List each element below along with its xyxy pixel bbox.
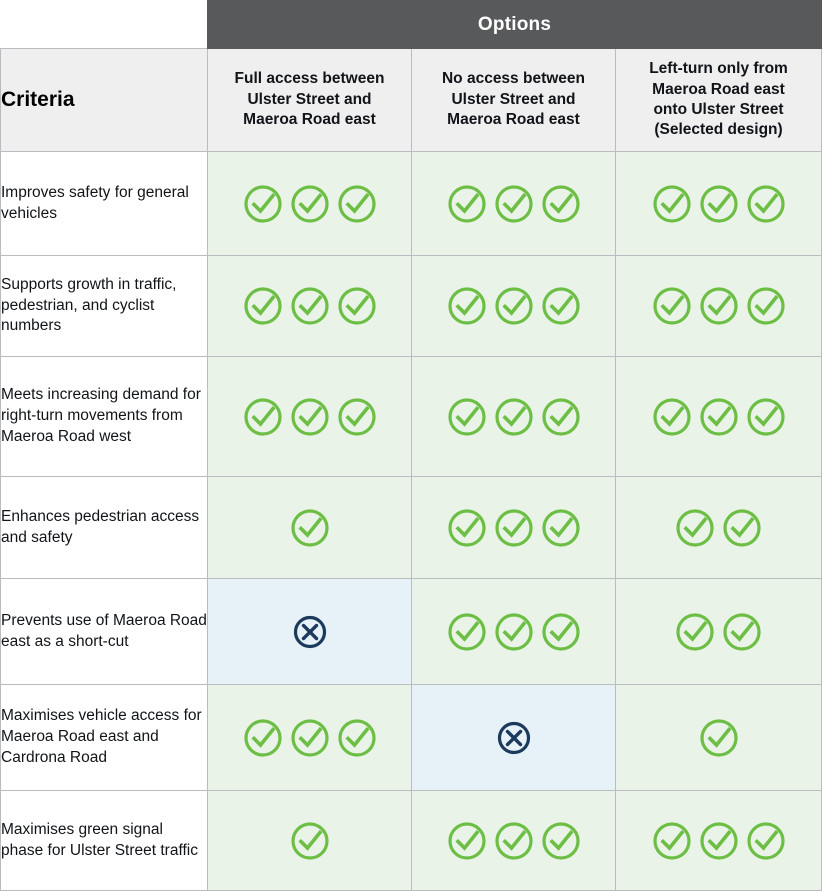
rating-icons	[412, 184, 615, 224]
check-circle-icon	[675, 612, 715, 652]
check-circle-icon	[494, 397, 534, 437]
check-circle-icon	[541, 821, 581, 861]
check-circle-icon	[541, 184, 581, 224]
rating-icons	[616, 286, 821, 326]
header-row	[1, 49, 822, 152]
selected-design-label: (Selected design)	[654, 121, 783, 139]
check-circle-icon	[675, 508, 715, 548]
table-row	[1, 357, 822, 477]
check-circle-icon	[652, 286, 692, 326]
check-circle-icon	[699, 184, 739, 224]
rating-icons	[208, 184, 411, 224]
criteria-header: Criteria	[1, 49, 208, 152]
check-circle-icon	[746, 286, 786, 326]
check-circle-icon	[243, 397, 283, 437]
check-circle-icon	[746, 184, 786, 224]
criteria-cell: Maximises vehicle access for Maeroa Road east and Cardrona Road	[1, 685, 208, 791]
check-circle-icon	[290, 286, 330, 326]
check-circle-icon	[290, 397, 330, 437]
rating-cell	[616, 477, 822, 579]
check-circle-icon	[494, 286, 534, 326]
check-circle-icon	[494, 184, 534, 224]
rating-cell	[412, 357, 616, 477]
rating-icons	[616, 397, 821, 437]
rating-cell	[616, 256, 822, 357]
rating-icons	[616, 508, 821, 548]
criteria-cell: Supports growth in traffic, pedestrian, and cyclist numbers	[1, 256, 208, 357]
check-circle-icon	[290, 508, 330, 548]
option-header-selected-note	[616, 120, 821, 140]
rating-icons	[616, 612, 821, 652]
criteria-cell: Prevents use of Maeroa Road east as a short-cut	[1, 579, 208, 685]
check-circle-icon	[337, 184, 377, 224]
rating-icons	[208, 508, 411, 548]
rating-cell	[208, 477, 412, 579]
rating-icons	[616, 184, 821, 224]
check-circle-icon	[243, 184, 283, 224]
check-circle-icon	[290, 821, 330, 861]
options-banner-title: Options	[208, 1, 822, 49]
check-circle-icon	[243, 286, 283, 326]
option-header-line2: Maeroa Road east	[652, 80, 785, 98]
option-header-line1-wrap	[616, 59, 821, 79]
option-header-left-turn-only	[616, 49, 822, 152]
rating-cell	[412, 579, 616, 685]
check-circle-icon	[541, 508, 581, 548]
check-circle-icon	[290, 184, 330, 224]
table-row	[1, 477, 822, 579]
rating-icons	[412, 821, 615, 861]
rating-cell	[412, 152, 616, 256]
check-circle-icon	[652, 184, 692, 224]
check-circle-icon	[447, 286, 487, 326]
rating-cell	[208, 152, 412, 256]
check-circle-icon	[494, 508, 534, 548]
rating-icons	[412, 718, 615, 758]
table-row	[1, 579, 822, 685]
rating-cell	[208, 685, 412, 791]
rating-cell	[412, 256, 616, 357]
option-header-line1: No access between	[441, 70, 585, 88]
rating-cell	[616, 357, 822, 477]
check-circle-icon	[699, 718, 739, 758]
rating-icons	[616, 821, 821, 861]
option-header-line3: Maeroa Road east	[447, 111, 580, 129]
check-circle-icon	[447, 821, 487, 861]
rating-cell	[616, 579, 822, 685]
banner-row	[1, 1, 822, 49]
check-circle-icon	[722, 508, 762, 548]
check-circle-icon	[652, 397, 692, 437]
rating-cell	[412, 477, 616, 579]
criteria-cell: Meets increasing demand for right-turn movements from Maeroa Road west	[1, 357, 208, 477]
banner-spacer	[1, 1, 208, 49]
rating-icons	[208, 821, 411, 861]
option-header-line1: Left-turn only	[649, 60, 754, 78]
option-header-line1-bold: from	[753, 60, 788, 78]
option-header-line3: Maeroa Road east	[243, 111, 376, 129]
option-header-line1: Full access between	[234, 70, 385, 88]
option-header-line2: Ulster Street and	[247, 90, 372, 108]
cross-circle-icon	[494, 718, 534, 758]
option-header-line2: Ulster Street and	[451, 90, 576, 108]
check-circle-icon	[541, 397, 581, 437]
rating-icons	[616, 718, 821, 758]
option-header-no-access	[412, 49, 616, 152]
rating-cell	[616, 685, 822, 791]
rating-icons	[412, 612, 615, 652]
rating-cell	[412, 791, 616, 891]
rating-cell	[208, 791, 412, 891]
rating-icons	[208, 718, 411, 758]
rating-icons	[208, 612, 411, 652]
check-circle-icon	[447, 612, 487, 652]
rating-icons	[208, 286, 411, 326]
criteria-cell: Enhances pedestrian access and safety	[1, 477, 208, 579]
table-row	[1, 152, 822, 256]
check-circle-icon	[290, 718, 330, 758]
check-circle-icon	[447, 184, 487, 224]
check-circle-icon	[337, 286, 377, 326]
option-header-line3: onto Ulster Street	[653, 101, 784, 118]
rating-cell	[412, 685, 616, 791]
rating-cell	[208, 579, 412, 685]
check-circle-icon	[722, 612, 762, 652]
check-circle-icon	[337, 718, 377, 758]
table-row	[1, 685, 822, 791]
check-circle-icon	[699, 286, 739, 326]
table-row	[1, 256, 822, 357]
check-circle-icon	[541, 612, 581, 652]
check-circle-icon	[337, 397, 377, 437]
check-circle-icon	[494, 821, 534, 861]
check-circle-icon	[494, 612, 534, 652]
matrix-body	[1, 152, 822, 891]
check-circle-icon	[447, 508, 487, 548]
check-circle-icon	[699, 397, 739, 437]
rating-cell	[616, 152, 822, 256]
criteria-cell: Maximises green signal phase for Ulster Street traffic	[1, 791, 208, 891]
rating-cell	[208, 357, 412, 477]
cross-circle-icon	[290, 612, 330, 652]
rating-cell	[616, 791, 822, 891]
option-header-full-access	[208, 49, 412, 152]
rating-icons	[412, 508, 615, 548]
rating-icons	[208, 397, 411, 437]
rating-icons	[412, 397, 615, 437]
rating-cell	[208, 256, 412, 357]
criteria-cell: Improves safety for general vehicles	[1, 152, 208, 256]
table-row	[1, 791, 822, 891]
check-circle-icon	[652, 821, 692, 861]
check-circle-icon	[746, 821, 786, 861]
check-circle-icon	[447, 397, 487, 437]
check-circle-icon	[746, 397, 786, 437]
rating-icons	[412, 286, 615, 326]
check-circle-icon	[243, 718, 283, 758]
check-circle-icon	[541, 286, 581, 326]
check-circle-icon	[699, 821, 739, 861]
